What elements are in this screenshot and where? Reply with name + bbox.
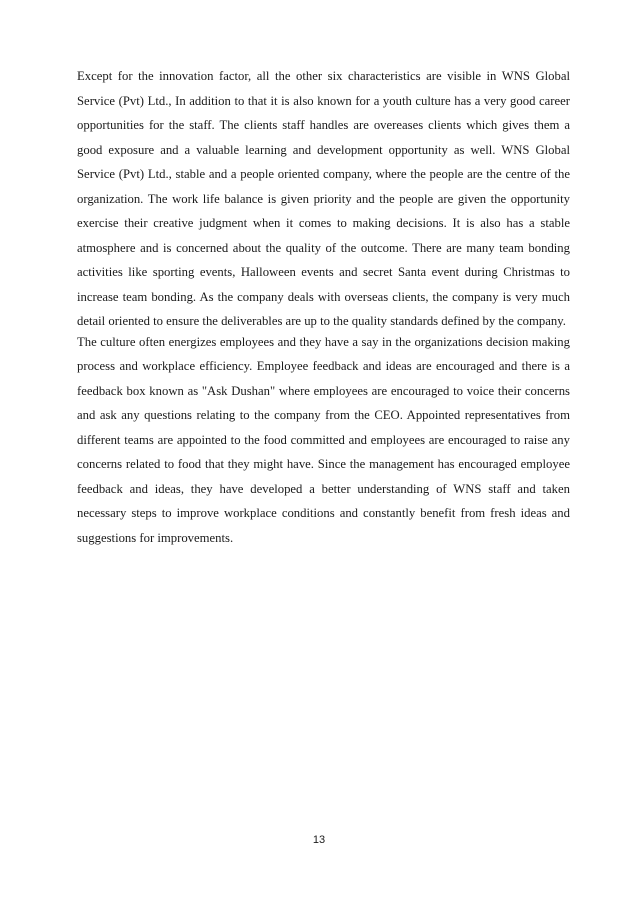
paragraph-2: The culture often energizes employees and they have a say in the organizations decision making process and workplace efficiency. Employee feedback and ideas are encouraged and there is a feedback box known as "Ask Dushan" where employees are encouraged to voice their concerns and ask any questions relating to the company from the CEO. Appointed representatives from different teams are appointed to the food committed and employees are encouraged to raise any concerns related to food that they might have. Since the management has encouraged employee feedback and ideas, they have developed a better understanding of WNS staff and taken necessary steps to improve workplace conditions and constantly benefit from fresh ideas and suggestions for improvements. xyxy=(77,334,570,545)
paragraph-1: Except for the innovation factor, all the other six characteristics are visible in WNS Global Service (Pvt) Ltd., In addition to that it is also known for a youth culture has a very good career opportunities for the staff. The clients staff handles are overeases clients which gives them a good exposure and a valuable learning and development opportunity as well. WNS Global Service (Pvt) Ltd., stable and a people oriented company, where the people are the centre of the organization. The work life balance is given priority and the people are given the opportunity exercise their creative judgment when it comes to making decisions. It is also has a stable atmosphere and is concerned about the quality of the outcome. There are many team bonding activities like sporting events, Halloween events and secret Santa event during Christmas to increase team bonding. As the company deals with overseas clients, the company is very much detail oriented to ensure the deliverables are up to the quality standards defined by the company. xyxy=(77,69,570,328)
body-text xyxy=(77,64,570,550)
page-number: 13 xyxy=(312,834,326,846)
